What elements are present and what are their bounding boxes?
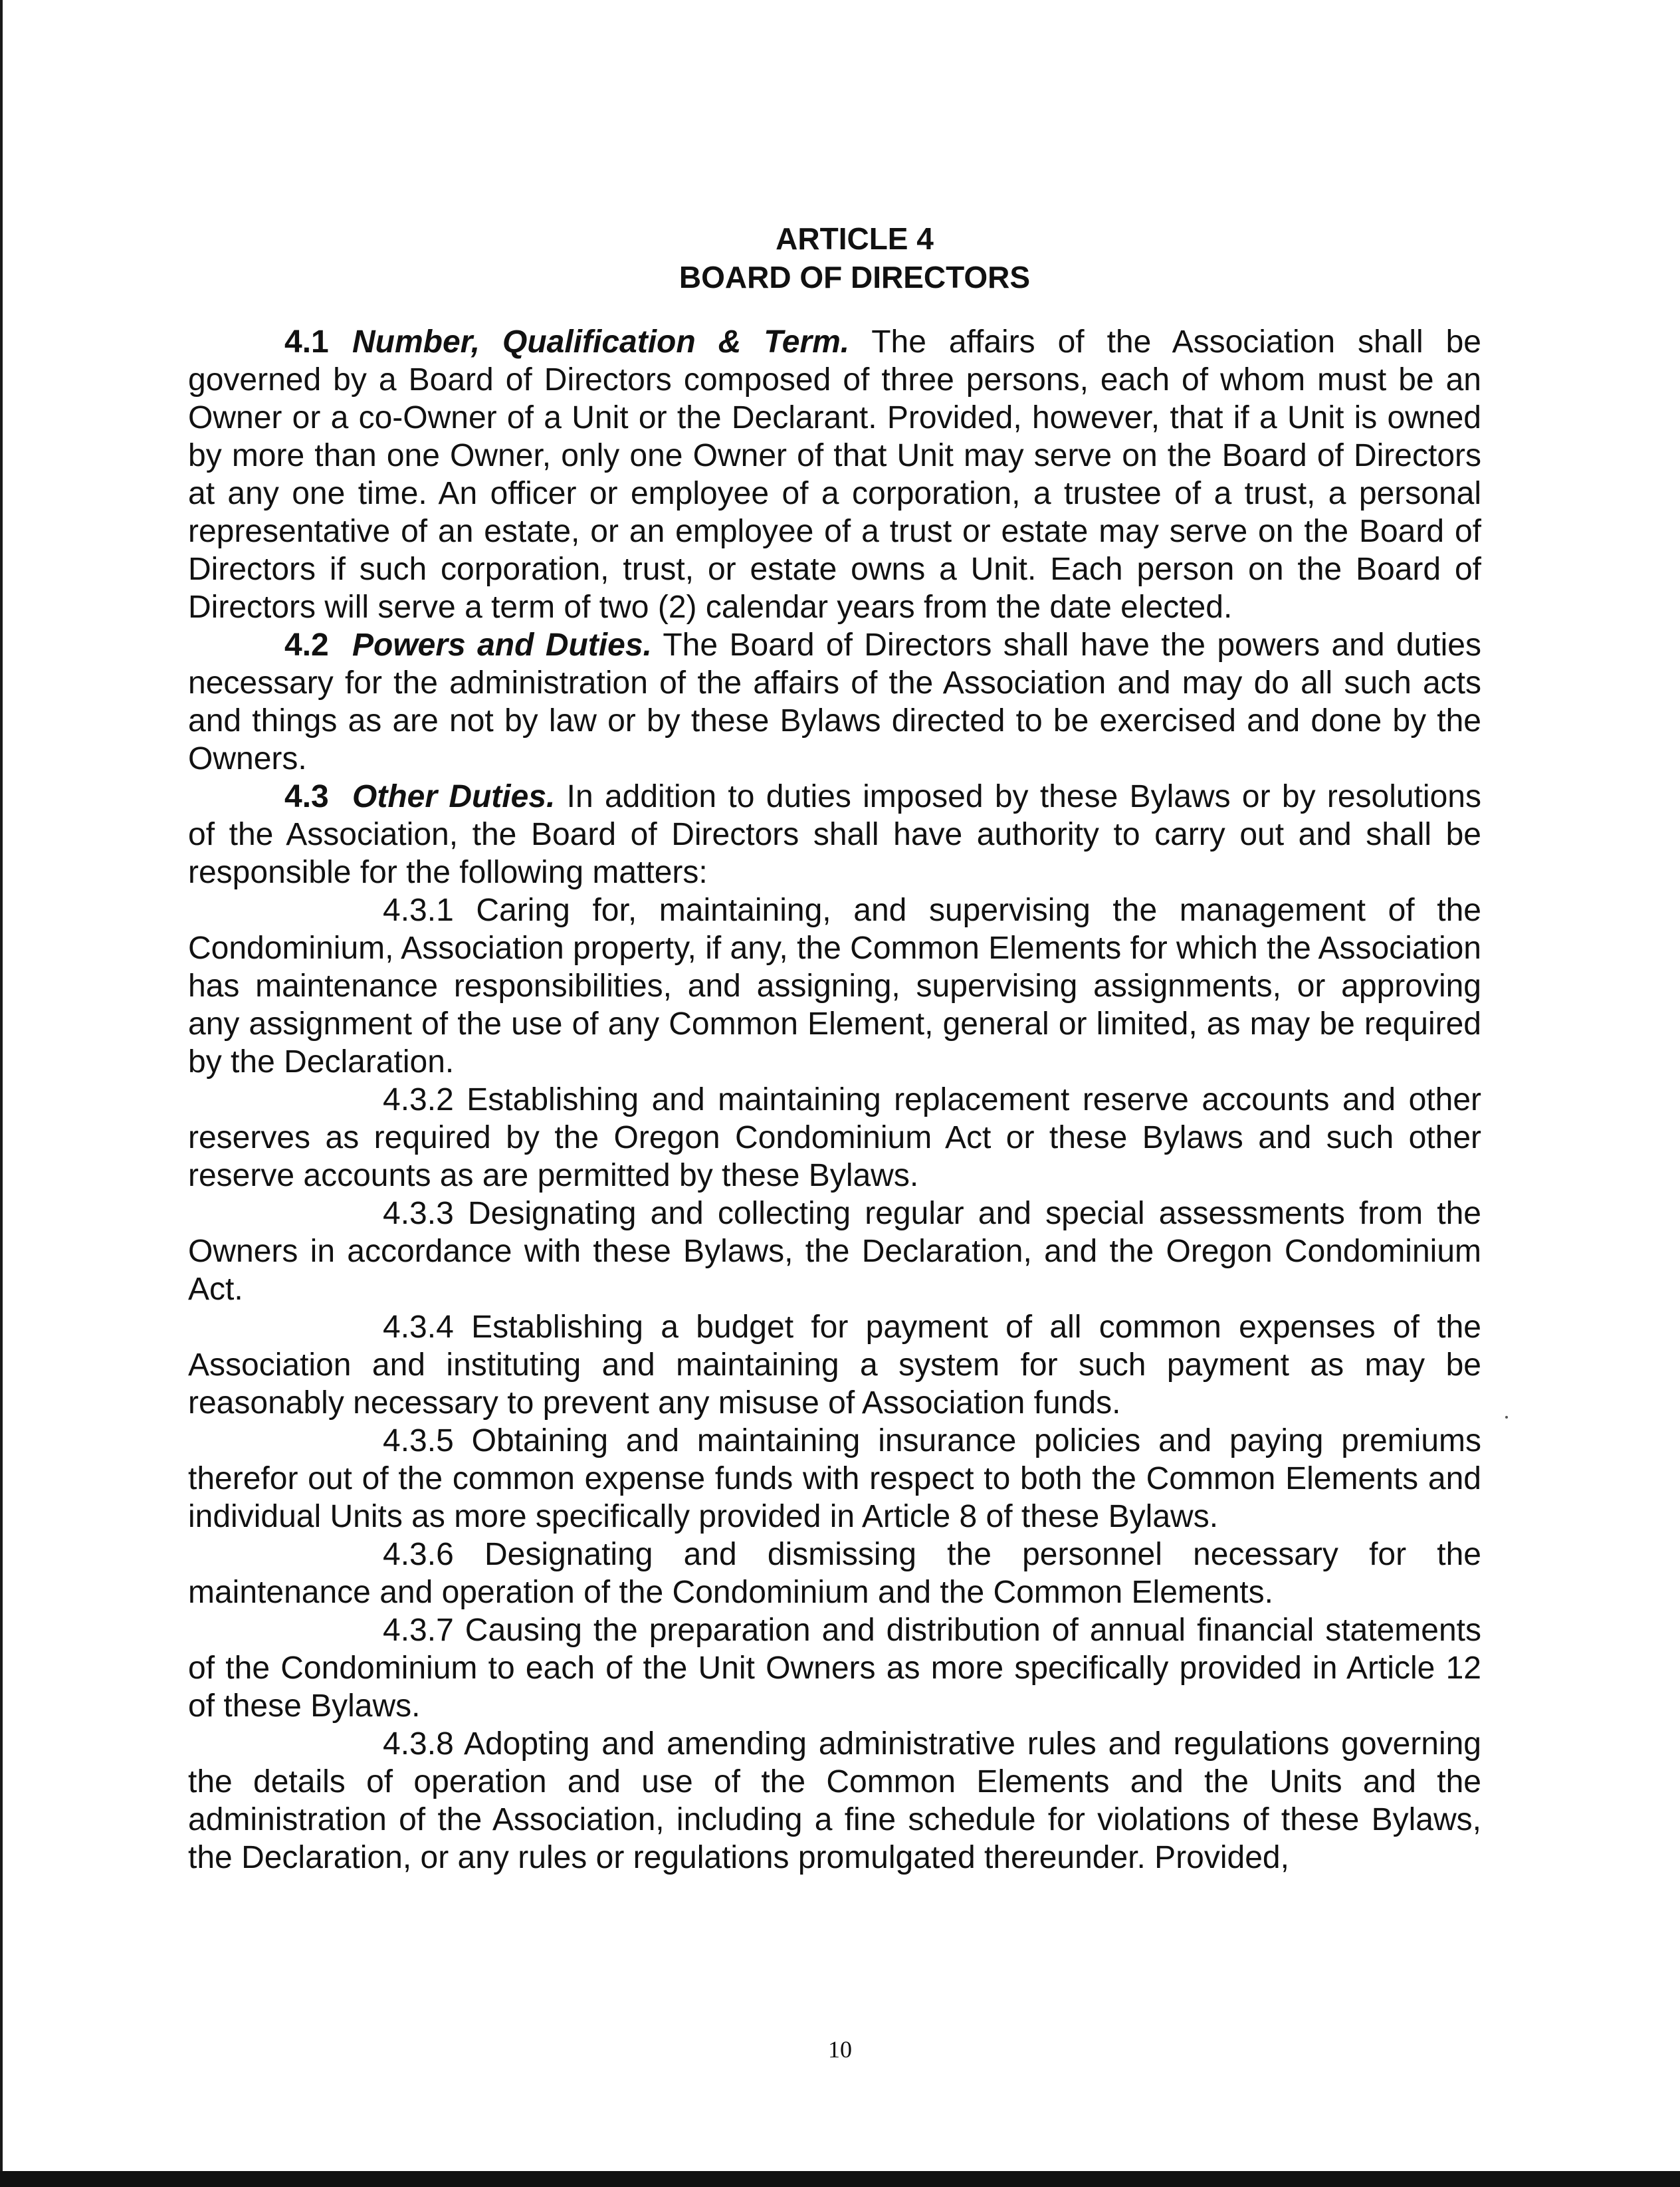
subsection-text: Caring for, maintaining, and supervising the management of the Condominium, Association property, if any, the Common Elements for which the Association has maintenance responsibilities, and assigning, supervising assignments, or approving any assignment of the use of any Common Element, general or limited, as may be required by the Declaration. [188,893,1481,1080]
subsection-4-3-2 [188,1081,1481,1195]
section-text: In addition to duties imposed by these Bylaws or by resolutions of the Association, the Board of Directors shall have authority to carry out and shall be responsible for the following matters: [188,779,1481,890]
document-body [188,219,1481,1877]
subsection-number: 4.3.7 [383,1613,454,1648]
subsection-text: Establishing a budget for payment of all common expenses of the Association and instituting and maintaining a system for such payment as may be reasonably necessary to prevent any misuse of Association funds. [188,1310,1481,1421]
scan-edge-left [0,0,3,2187]
section-4-1 [188,323,1481,626]
scan-speck [1505,1416,1508,1419]
section-4-3 [188,778,1481,891]
subsection-4-3-4 [188,1308,1481,1422]
subsection-4-3-6 [188,1536,1481,1611]
section-title: Powers and Duties. [352,628,652,663]
subsection-4-3-3 [188,1195,1481,1308]
subsection-4-3-7 [188,1611,1481,1725]
section-number: 4.2 [284,628,329,663]
subsection-number: 4.3.5 [383,1423,454,1458]
section-number: 4.3 [284,779,329,814]
subsection-number: 4.3.4 [383,1310,454,1345]
subsection-number: 4.3.3 [383,1196,454,1231]
subsection-text: Establishing and maintaining replacement reserve accounts and other reserves as required by the Oregon Condominium Act or these Bylaws and such other reserve accounts as are permitted by these Bylaws. [188,1082,1481,1193]
subsection-number: 4.3.8 [383,1726,454,1762]
page-number: 10 [828,2036,852,2063]
article-heading-title: BOARD OF DIRECTORS [679,260,1031,294]
subsection-text: Causing the preparation and distribution of annual financial statements of the Condominium to each of the Unit Owners as more specifically provided in Article 12 of these Bylaws. [188,1613,1481,1724]
subsection-4-3-5 [188,1422,1481,1536]
section-text: The affairs of the Association shall be governed by a Board of Directors composed of three persons, each of whom must be an Owner or a co-Owner of a Unit or the Declarant. Provided, however, that if a Unit is owned by more than one Owner, only one Owner of that Unit may serve on the Board of Directors at any one time. An officer or employee of a corporation, a trustee of a trust, a personal representative of an estate, or an employee of a trust or estate may serve on the Board of Directors if such corporation, trust, or estate owns a Unit. Each person on the Board of Directors will serve a term of two (2) calendar years from the date elected. [188,324,1481,625]
subsection-text: Obtaining and maintaining insurance policies and paying premiums therefor out of the common expense funds with respect to both the Common Elements and individual Units as more specifically provided in Article 8 of these Bylaws. [188,1423,1481,1534]
article-heading-number: ARTICLE 4 [776,221,934,256]
scan-edge-bottom [0,2171,1680,2187]
section-title: Number, Qualification & Term. [352,324,850,360]
section-title: Other Duties. [352,779,556,814]
subsection-number: 4.3.2 [383,1082,454,1117]
subsection-text: Adopting and amending administrative rules and regulations governing the details of operation and use of the Common Elements and the Units and the administration of the Association, including a fine schedule for violations of these Bylaws, the Declaration, or any rules or regulations promulgated thereunder. Provided, [188,1726,1481,1875]
section-4-2 [188,626,1481,778]
subsection-4-3-1 [188,891,1481,1081]
subsection-number: 4.3.6 [383,1537,454,1572]
heading-spacer [188,296,1481,323]
section-text: The Board of Directors shall have the powers and duties necessary for the administration of the affairs of the Association and may do all such acts and things as are not by law or by these Bylaws directed to be exercised and done by the Owners. [188,628,1482,776]
section-number: 4.1 [284,324,329,360]
subsection-text: Designating and collecting regular and special assessments from the Owners in accordance with these Bylaws, the Declaration, and the Oregon Condominium Act. [188,1196,1481,1307]
subsection-4-3-8 [188,1725,1481,1877]
subsection-text: Designating and dismissing the personnel necessary for the maintenance and operation of the Condominium and the Common Elements. [188,1537,1481,1610]
subsection-number: 4.3.1 [383,893,454,928]
